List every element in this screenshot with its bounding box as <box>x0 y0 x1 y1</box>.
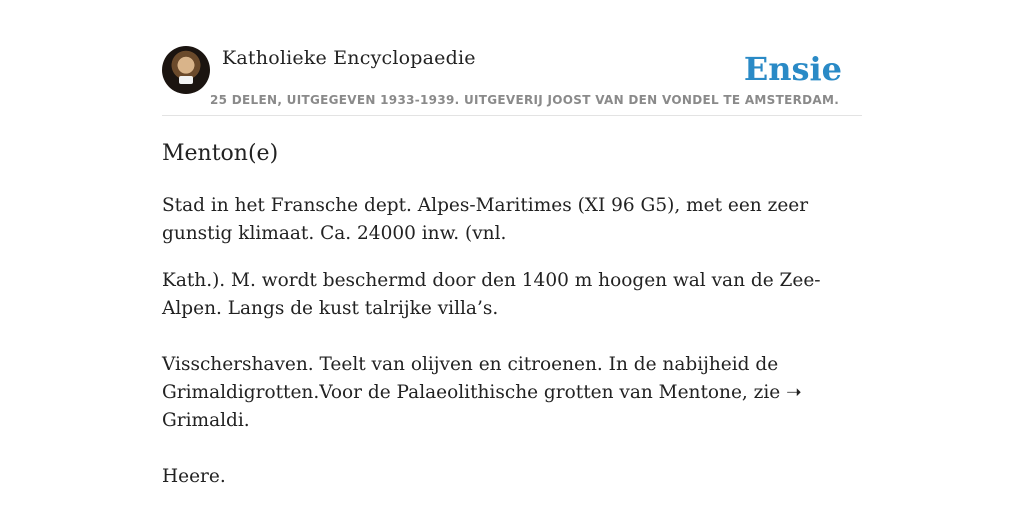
brand-logo[interactable]: Ensie <box>743 50 842 88</box>
site-header <box>162 46 862 116</box>
publication-avatar[interactable] <box>162 46 210 94</box>
publication-subtitle: 25 DELEN, UITGEGEVEN 1933-1939. UITGEVERIJ JOOST VAN DEN VONDEL TE AMSTERDAM. <box>210 93 840 107</box>
article-body <box>162 192 862 491</box>
article-author: Heere. <box>162 466 226 487</box>
article-paragraph: Stad in het Fransche dept. Alpes-Maritimes (XI 96 G5), met een zeer gunstig klimaat. Ca. 24000 inw. (vnl. <box>162 195 809 244</box>
article-title: Menton(e) <box>162 141 279 166</box>
publication-title[interactable]: Katholieke Encyclopaedie <box>222 47 476 69</box>
article-paragraph: Kath.). M. wordt beschermd door den 1400 m hoogen wal van de Zee-Alpen. Langs de kust talrijke villa’s. <box>162 270 821 319</box>
article-paragraph: Visschershaven. Teelt van olijven en citroenen. In de nabijheid de Grimaldigrotten.Voor de Palaeolithische grotten van Mentone, zie ➝ Grimaldi. <box>162 354 802 431</box>
